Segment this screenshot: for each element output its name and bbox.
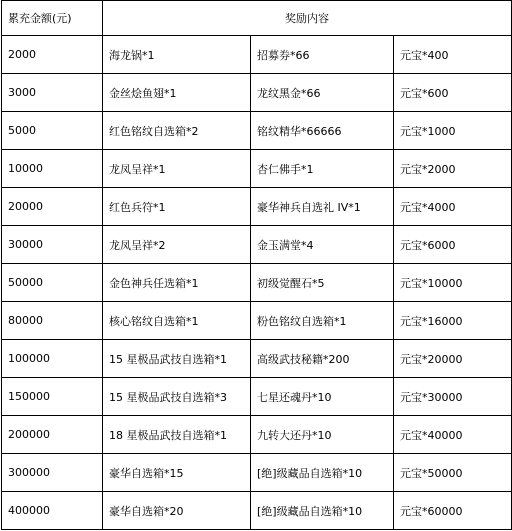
reward-cell-3: 元宝*20000 <box>394 340 512 378</box>
reward-cell-1: 核心铭纹自选箱*1 <box>103 302 251 340</box>
reward-cell-1: 龙凤呈祥*2 <box>103 226 251 264</box>
amount-cell: 5000 <box>2 112 103 150</box>
reward-cell-2: 九转大还丹*10 <box>251 416 394 454</box>
rewards-table <box>1 0 512 530</box>
reward-cell-3: 元宝*16000 <box>394 302 512 340</box>
reward-cell-3: 元宝*10000 <box>394 264 512 302</box>
reward-cell-2: 粉色铭纹自选箱*1 <box>251 302 394 340</box>
table-row <box>2 378 512 416</box>
reward-cell-2: 杏仁佛手*1 <box>251 150 394 188</box>
reward-cell-3: 元宝*60000 <box>394 492 512 530</box>
reward-cell-1: 红色兵符*1 <box>103 188 251 226</box>
table-header-row <box>2 1 512 36</box>
reward-cell-1: 18 星极品武技自选箱*1 <box>103 416 251 454</box>
amount-cell: 400000 <box>2 492 103 530</box>
reward-cell-3: 元宝*30000 <box>394 378 512 416</box>
table-row <box>2 188 512 226</box>
amount-cell: 2000 <box>2 36 103 74</box>
table-row <box>2 264 512 302</box>
table-body <box>2 36 512 530</box>
reward-cell-2: 初级觉醒石*5 <box>251 264 394 302</box>
table-row <box>2 416 512 454</box>
header-rewards: 奖励内容 <box>103 1 512 36</box>
reward-cell-3: 元宝*40000 <box>394 416 512 454</box>
reward-cell-3: 元宝*400 <box>394 36 512 74</box>
reward-cell-2: [绝]级藏品自选箱*10 <box>251 454 394 492</box>
reward-cell-2: 龙纹黑金*66 <box>251 74 394 112</box>
header-amount: 累充金额(元) <box>2 1 103 36</box>
amount-cell: 100000 <box>2 340 103 378</box>
table-row <box>2 112 512 150</box>
table-row <box>2 74 512 112</box>
table-row <box>2 340 512 378</box>
reward-cell-2: 招募券*66 <box>251 36 394 74</box>
reward-cell-1: 红色铭纹自选箱*2 <box>103 112 251 150</box>
reward-cell-1: 豪华自选箱*20 <box>103 492 251 530</box>
reward-cell-2: 豪华神兵自选礼 IV*1 <box>251 188 394 226</box>
reward-cell-3: 元宝*600 <box>394 74 512 112</box>
amount-cell: 50000 <box>2 264 103 302</box>
table-row <box>2 226 512 264</box>
amount-cell: 300000 <box>2 454 103 492</box>
table-row <box>2 302 512 340</box>
table-row <box>2 454 512 492</box>
reward-cell-1: 金丝烩鱼翅*1 <box>103 74 251 112</box>
reward-cell-1: 豪华自选箱*15 <box>103 454 251 492</box>
reward-cell-3: 元宝*6000 <box>394 226 512 264</box>
table-row <box>2 36 512 74</box>
reward-cell-1: 海龙锅*1 <box>103 36 251 74</box>
amount-cell: 3000 <box>2 74 103 112</box>
amount-cell: 20000 <box>2 188 103 226</box>
reward-cell-2: 金玉满堂*4 <box>251 226 394 264</box>
table-row <box>2 492 512 530</box>
reward-cell-3: 元宝*50000 <box>394 454 512 492</box>
reward-cell-3: 元宝*1000 <box>394 112 512 150</box>
reward-cell-1: 龙凤呈祥*1 <box>103 150 251 188</box>
amount-cell: 30000 <box>2 226 103 264</box>
amount-cell: 10000 <box>2 150 103 188</box>
amount-cell: 80000 <box>2 302 103 340</box>
reward-cell-2: [绝]级藏品自选箱*10 <box>251 492 394 530</box>
reward-cell-3: 元宝*2000 <box>394 150 512 188</box>
reward-cell-2: 高级武技秘籍*200 <box>251 340 394 378</box>
table-row <box>2 150 512 188</box>
reward-cell-2: 七星还魂丹*10 <box>251 378 394 416</box>
reward-cell-2: 铭纹精华*66666 <box>251 112 394 150</box>
reward-cell-3: 元宝*4000 <box>394 188 512 226</box>
amount-cell: 200000 <box>2 416 103 454</box>
reward-cell-1: 15 星极品武技自选箱*3 <box>103 378 251 416</box>
amount-cell: 150000 <box>2 378 103 416</box>
reward-cell-1: 15 星极品武技自选箱*1 <box>103 340 251 378</box>
reward-cell-1: 金色神兵任选箱*1 <box>103 264 251 302</box>
